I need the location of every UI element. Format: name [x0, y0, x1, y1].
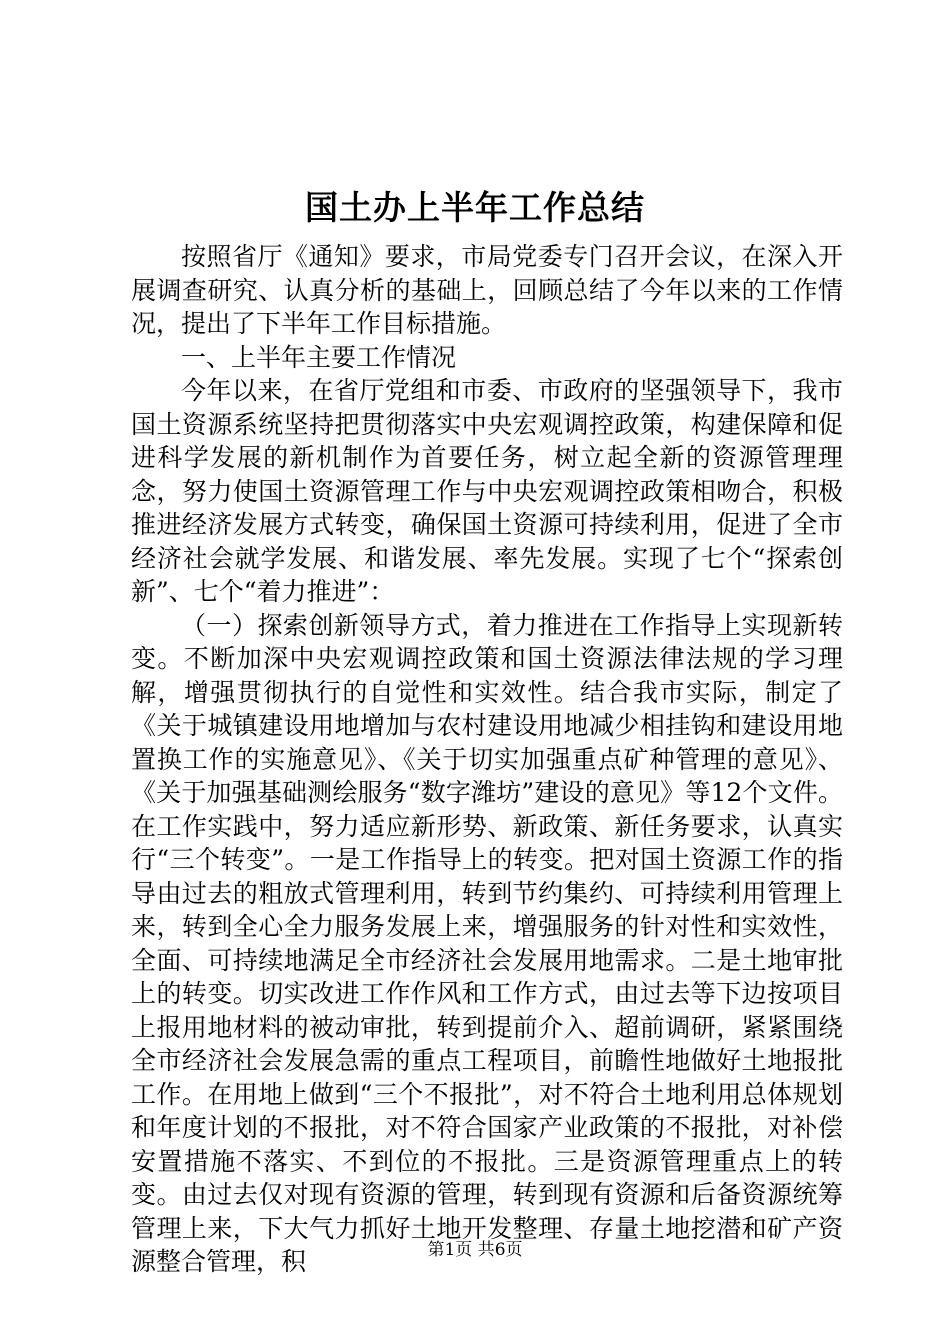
document-body [131, 240, 843, 1279]
section-heading: 一、上半年主要工作情况 [181, 342, 457, 372]
overview-paragraph: 今年以来，在省厅党组和市委、市政府的坚强领导下，我市国土资源系统坚持把贯彻落实中央宏观调控政策，构建保障和促进科学发展的新机制作为首要任务，树立起全新的资源管理理念，努力使国土资源管理工作与中央宏观调控政策相吻合，积极推进经济发展方式转变，确保国土资源可持续利用，促进了全市经济社会就学发展、和谐发展、率先发展。实现了七个“探索创新”、七个“着力推进”： [131, 376, 843, 606]
intro-paragraph: 按照省厅《通知》要求，市局党委专门召开会议，在深入开展调查研究、认真分析的基础上，回顾总结了今年以来的工作情况，提出了下半年工作目标措施。 [131, 242, 843, 338]
document-title: 国土办上半年工作总结 [305, 188, 645, 227]
page-number-footer: 第1页 共6页 [427, 1240, 523, 1260]
item-one-paragraph: （一）探索创新领导方式，着力推进在工作指导上实现新转变。不断加深中央宏观调控政策和国土资源法律法规的学习理解，增强贯彻执行的自觉性和实效性。结合我市实际，制定了《关于城镇建设用地增加与农村建设用地减少相挂钩和建设用地置换工作的实施意见》、《关于切实加强重点矿种管理的意见》、《关于加强基础测绘服务“数字潍坊”建设的意见》等12个文件。在工作实践中，努力适应新形势、新政策、新任务要求，认真实行“三个转变”。一是工作指导上的转变。把对国土资源工作的指导由过去的粗放式管理利用，转到节约集约、可持续利用管理上来，转到全心全力服务发展上来，增强服务的针对性和实效性，全面、可持续地满足全市经济社会发展用地需求。二是土地审批上的转变。切实改进工作作风和工作方式，由过去等下边按项目上报用地材料的被动审批，转到提前介入、超前调研，紧紧围绕全市经济社会发展急需的重点工程项目，前瞻性地做好土地报批工作。在用地上做到“三个不报批”，对不符合土地利用总体规划和年度计划的不报批，对不符合国家产业政策的不报批，对补偿安置措施不落实、不到位的不报批。三是资源管理重点上的转变。由过去仅对现有资源的管理，转到现有资源和后备资源统筹管理上来，下大气力抓好土地开发整理、存量土地挖潜和矿产资源整合管理，积 [131, 610, 843, 1276]
